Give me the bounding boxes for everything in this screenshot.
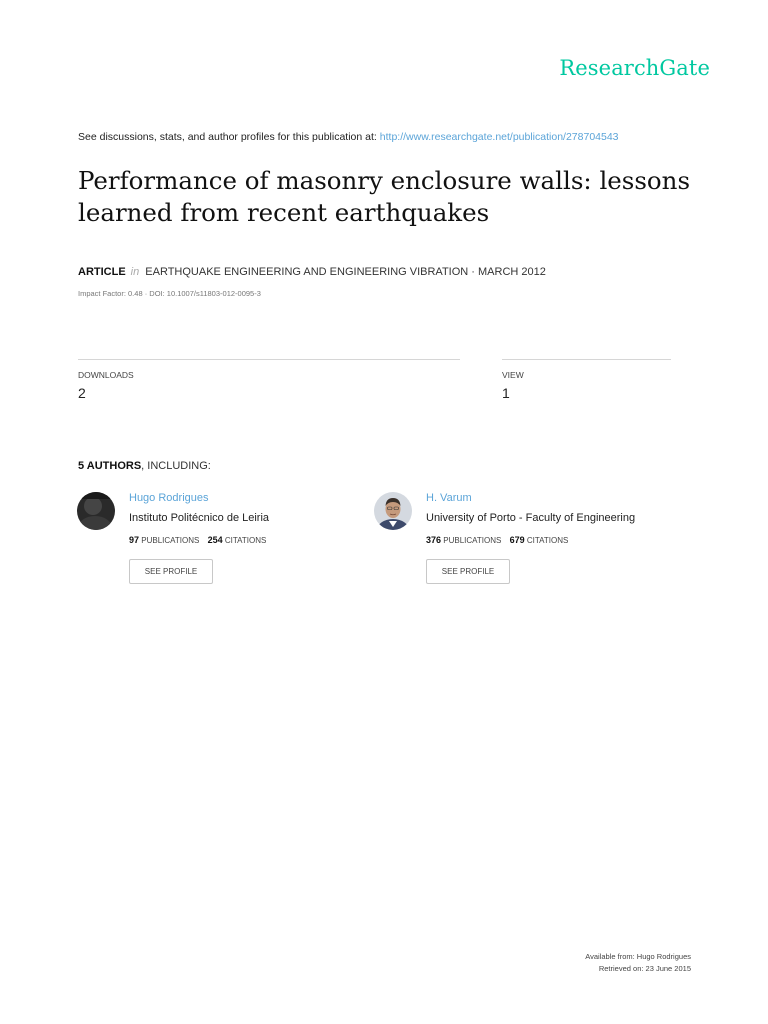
authors-count: 5 AUTHORS: [78, 460, 142, 472]
author-avatar[interactable]: [374, 492, 412, 530]
available-from: Available from: Hugo Rodrigues: [585, 952, 691, 961]
discussion-notice: [78, 131, 619, 143]
author-stats: [129, 535, 266, 545]
author-stats: [426, 535, 568, 545]
article-info: [78, 266, 546, 278]
see-profile-button[interactable]: SEE PROFILE: [129, 559, 213, 584]
publications-count: 376: [426, 535, 442, 545]
authors-heading: [78, 460, 211, 472]
citations-label: CITATIONS: [224, 536, 267, 545]
footer-info: [585, 951, 691, 975]
publication-meta: Impact Factor: 0.48 · DOI: 10.1007/s11803-012-0095-3: [78, 289, 261, 298]
dark-portrait-icon: [77, 492, 115, 530]
publication-link[interactable]: http://www.researchgate.net/publication/278704543: [379, 131, 619, 143]
publications-count: 97: [129, 535, 140, 545]
author-institution: Instituto Politécnico de Leiria: [129, 512, 270, 524]
publication-type: ARTICLE: [78, 266, 126, 278]
author-institution: University of Porto - Faculty of Engineering: [426, 512, 636, 524]
publications-label: PUBLICATIONS: [141, 536, 200, 545]
downloads-value: 2: [78, 385, 86, 401]
publications-label: PUBLICATIONS: [443, 536, 502, 545]
see-profile-button[interactable]: SEE PROFILE: [426, 559, 510, 584]
publication-venue: EARTHQUAKE ENGINEERING AND ENGINEERING VIBRATION · MARCH 2012: [145, 266, 546, 278]
downloads-label: DOWNLOADS: [78, 370, 134, 380]
divider-views: [502, 359, 671, 360]
researchgate-logo[interactable]: ResearchGate: [559, 56, 710, 80]
citations-count: 679: [509, 535, 525, 545]
views-label: VIEW: [502, 370, 524, 380]
in-word: in: [130, 266, 140, 278]
retrieved-on: Retrieved on: 23 June 2015: [598, 964, 691, 973]
author-card: [374, 491, 674, 591]
man-portrait-icon: [374, 492, 412, 530]
publication-title: Performance of masonry enclosure walls: lessons learned from recent earthquakes: [78, 166, 691, 227]
citations-label: CITATIONS: [526, 536, 569, 545]
author-name[interactable]: Hugo Rodrigues: [129, 492, 209, 504]
discussion-prefix: See discussions, stats, and author profiles for this publication at:: [78, 131, 377, 143]
author-name[interactable]: H. Varum: [426, 492, 472, 504]
divider-downloads: [78, 359, 460, 360]
author-card: [77, 491, 377, 591]
citations-count: 254: [207, 535, 223, 545]
views-value: 1: [502, 385, 510, 401]
authors-suffix: , INCLUDING:: [141, 460, 211, 472]
author-avatar[interactable]: [77, 492, 115, 530]
